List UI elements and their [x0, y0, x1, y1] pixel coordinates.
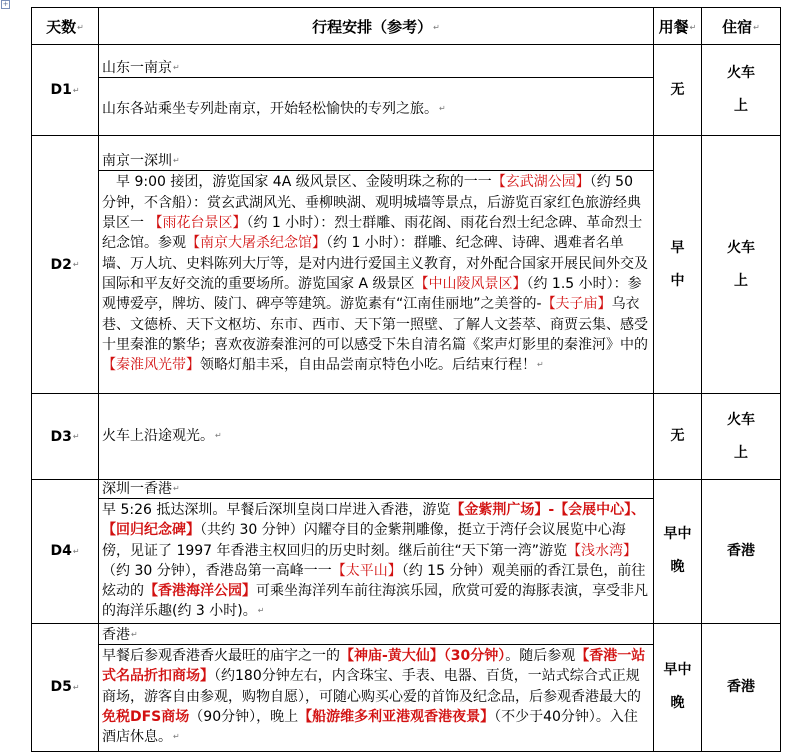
header-meals: 用餐↵	[654, 8, 702, 45]
attraction-highlight: 【夫子庙】	[541, 296, 612, 313]
day-row-d4	[32, 480, 781, 624]
description-text: （约180分钟左右，内含珠宝、手表、电器、百货，一站式综合式正规商场，游客自由参观，购物自愿），可随心购买心爱的首饰及纪念品，后参观香港最大的	[102, 668, 641, 705]
day-label: D3↵	[32, 394, 99, 480]
description-text: 可乘坐海洋列车前往海滨乐园，欣赏可爱的海豚表演，享受非凡的海洋乐趣(约 3 小时)。	[102, 583, 648, 620]
attraction-highlight: 免税DFS商场	[102, 709, 190, 725]
day-description	[99, 425, 653, 447]
day-content	[99, 394, 654, 480]
day-route: 深圳一香港↵	[99, 480, 653, 499]
day-description	[99, 645, 653, 749]
attraction-highlight: 【香港一站式名品折扣商场】	[102, 648, 646, 685]
day-route: 香港↵	[99, 626, 653, 645]
paragraph-mark-icon: ↵	[439, 104, 446, 114]
paragraph-mark-icon: ↵	[215, 431, 222, 441]
description-text: 山东各站乘坐专列赴南京，开始轻松愉快的专列之旅。	[102, 101, 438, 118]
description-text: 早餐后参观香港香火最旺的庙宇之一的	[102, 648, 340, 665]
description-text: 早 9:00 接团，游览国家 4A 级风景区、金陵明珠之称的一一	[116, 174, 492, 191]
header-plan: 行程安排（参考）↵	[99, 8, 654, 45]
attraction-highlight: 【太平山】	[331, 562, 402, 579]
header-row	[32, 8, 781, 45]
description-text: （不少于40分钟）。入住酒店休息。	[102, 709, 638, 746]
day-content	[99, 136, 654, 394]
day-stay: 火车 上	[702, 136, 781, 394]
description-text: （约 1.5 小时）：参观博爱亭，牌坊、陵门、碑亭等建筑。游览素有“江南佳丽地”之美誉的-	[102, 275, 642, 313]
day-stay: 香港	[702, 480, 781, 624]
header-stay: 住宿↵	[702, 8, 781, 45]
paragraph-mark-icon: ↵	[173, 732, 180, 742]
day-route: 南京一深圳↵	[99, 152, 653, 171]
table-anchor-icon[interactable]: +	[2, 0, 9, 8]
day-description	[99, 78, 653, 120]
day-meals: 早中 晚	[654, 623, 702, 751]
day-row-d2	[32, 136, 781, 394]
paragraph-mark-icon: ↵	[257, 606, 265, 616]
attraction-highlight: 【神庙-黄大仙】（30分钟）	[340, 648, 506, 665]
attraction-highlight: 【南京大屠杀纪念馆】	[186, 235, 326, 252]
description-text: （约 15 分钟）观美丽的香江景色，前往炫动的	[102, 562, 646, 600]
day-meals: 无	[654, 394, 702, 480]
header-day: 天数↵	[32, 8, 99, 45]
description-text: （约 1 小时）：群雕、纪念碑、诗碑、遇难者名单墙、万人坑、史料陈列大厅等，是对内进行爱国主义教育，对外配合国家开展民间外交及国际和平友好交流的重要场所。游览国家 A 级景区	[102, 235, 648, 292]
attraction-highlight: 【中山陵风景区】	[414, 275, 527, 292]
day-stay: 火车 上	[702, 45, 781, 136]
day-meals: 无	[654, 45, 702, 136]
paragraph-mark-icon: ↵	[537, 360, 544, 370]
description-text: 早 5:26 抵达深圳。早餐后深圳皇岗口岸进入香港，游览	[102, 502, 451, 518]
day-label: D4↵	[32, 480, 99, 624]
attraction-highlight: 【船游维多利亚港观香港夜景】	[298, 709, 495, 725]
attraction-highlight: 【浅水湾】	[567, 542, 638, 559]
itinerary-table	[31, 7, 781, 752]
day-content	[99, 623, 654, 751]
day-route: 山东一南京↵	[99, 59, 653, 78]
attraction-highlight: 【玄武湖公园】	[491, 174, 590, 191]
attraction-highlight: 【金紫荆广场】-【会展中心】、【回归纪念碑】	[102, 502, 646, 539]
day-label: D5↵	[32, 623, 99, 751]
day-stay: 火车 上	[702, 394, 781, 480]
day-content	[99, 480, 654, 624]
description-text: 乌衣巷、文德桥、天下文枢坊、东市、西市、天下第一照壁、了解人文荟萃、商贾云集、感受十里秦淮的繁华；喜欢夜游秦淮河的可以感受下朱自清名篇《桨声灯影里的秦淮河》中的	[102, 296, 648, 353]
day-row-d3	[32, 394, 781, 480]
day-row-d5	[32, 623, 781, 751]
description-text: 领略灯船丰采，自由品尝南京特色小吃。后结束行程！	[200, 357, 536, 374]
day-description	[99, 499, 653, 623]
attraction-highlight: 【香港海洋公园】	[144, 583, 256, 600]
description-text: （90分钟），晚上	[189, 709, 299, 725]
day-content	[99, 45, 654, 136]
day-label: D2↵	[32, 136, 99, 394]
description-text: （约 30 分钟），香港岛第一高峰一一	[102, 562, 332, 579]
day-stay: 香港	[702, 623, 781, 751]
day-description	[99, 171, 653, 376]
description-text: （约 1 小时）：烈士群雕、雨花阁、雨花台烈士纪念碑、革命烈士纪念馆。参观	[102, 215, 643, 252]
day-meals: 早 中	[654, 136, 702, 394]
day-label: D1↵	[32, 45, 99, 136]
description-text: （约 50 分钟，不含船）：赏玄武湖风光、垂柳映湖、观明城墙等景点，后游览百家红色旅游经典景区一	[102, 174, 641, 232]
day-meals: 早中 晚	[654, 480, 702, 624]
attraction-highlight: 【秦淮风光带】	[102, 357, 200, 374]
description-text: 。随后参观	[505, 648, 576, 665]
attraction-highlight: 【雨花台景区】	[148, 215, 247, 232]
day-row-d1	[32, 45, 781, 136]
description-text: （共约 30 分钟）闪耀夺目的金紫荆雕像，挺立于湾仔会议展览中心海傍，见证了 1997 年香港主权回归的历史时刻。继后前往“天下第一湾”游览	[102, 522, 626, 559]
description-text: 火车上沿途观光。	[102, 428, 214, 445]
